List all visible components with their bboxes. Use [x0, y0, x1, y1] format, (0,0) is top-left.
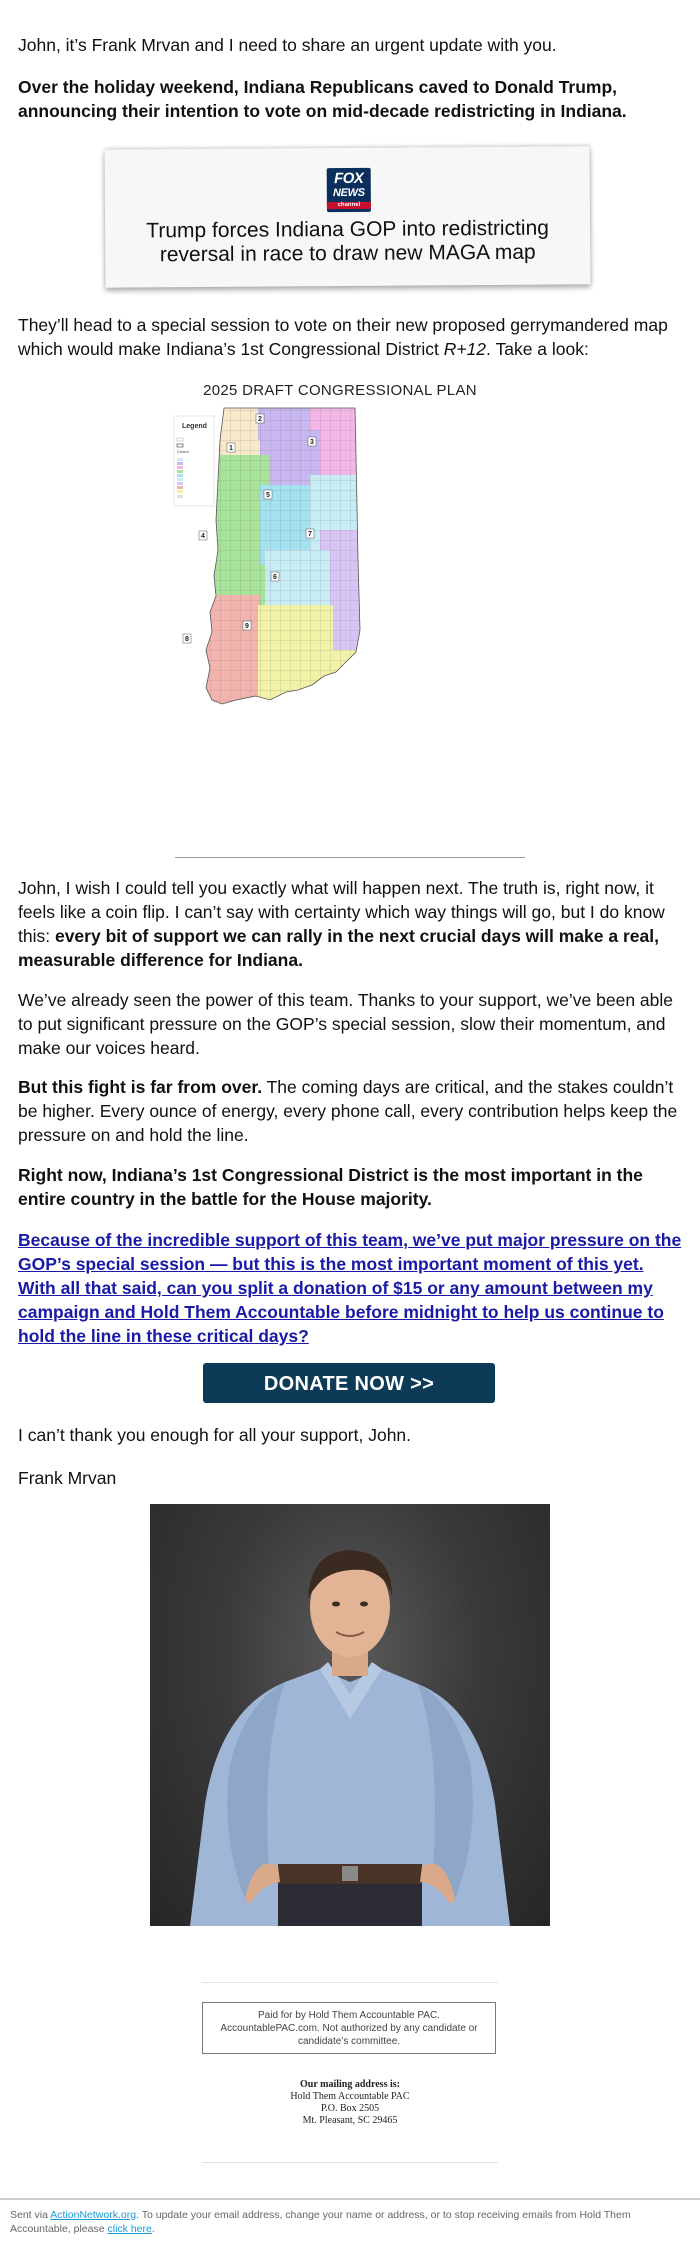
candidate-photo [150, 1504, 550, 1926]
partisan-lean-value: R+12 [443, 339, 487, 359]
donate-now-button[interactable]: DONATE NOW >> [203, 1363, 495, 1403]
p6-text: The coming days are critical, and the stakes couldn’t be higher. Every ounce of energy, every phone call, every contribution helps keep the pressure on and hold the line. [18, 1077, 678, 1145]
p6-bold-text: But this fight is far from over. [18, 1077, 263, 1097]
signature-name: Frank Mrvan [18, 1468, 117, 1488]
divider-top [202, 1982, 498, 1983]
coin-flip-paragraph [18, 876, 682, 972]
district-importance-paragraph: Right now, Indiana’s 1st Congressional District is the most important in the entire country in the battle for the House majority. [18, 1165, 643, 1209]
footer-text [0, 2200, 700, 2236]
map-divider [175, 857, 525, 858]
footer-sent-via: Sent via [10, 2209, 51, 2221]
team-power-paragraph: We’ve already seen the power of this team. Thanks to your support, we’ve been able to put significant pressure on the GOP’s special session, slow their momentum, and make our voices heard. [18, 990, 674, 1058]
mailing-address [200, 2079, 500, 2127]
candidate-photo-illustration [150, 1504, 550, 1926]
fight-paragraph [18, 1075, 682, 1147]
district-label-8: 8 [185, 636, 189, 643]
donation-ask-link[interactable]: Because of the incredible support of this team, we’ve put major pressure on the GOP’s special session — but this is the most important moment of this yet. With all that said, can you split a donation of $15 or any amount between my campaign and Hold Them Accountable before midnight to help us continue to hold the line in these critical days? [18, 1230, 682, 1346]
thanks-text: I can’t thank you enough for all your support, John. [18, 1425, 412, 1445]
unsubscribe-link[interactable]: click here [107, 2223, 152, 2235]
email-footer [0, 2198, 700, 2236]
lead-bold-text: Over the holiday weekend, Indiana Republicans caved to Donald Trump, announcing their intention to vote on mid-decade redistricting in Indiana. [18, 77, 627, 121]
mailing-line-1: Hold Them Accountable PAC [290, 2091, 410, 2102]
p4-text: John, I wish I could tell you exactly what will happen next. The truth is, right now, it feels like a coin flip. I can’t say with certainty which way things will go, but I do know this: [18, 878, 665, 946]
p3-text-start: They’ll head to a special session to vote on their new proposed gerrymandered map which would make Indiana’s 1st Congressional District [18, 315, 668, 359]
mailing-line-2: P.O. Box 2505 [320, 2103, 380, 2114]
fox-news-logo [327, 168, 371, 212]
divider-bottom [202, 2162, 498, 2163]
action-network-link[interactable]: ActionNetwork.org [50, 2209, 137, 2221]
footer-middle: . To update your email address, change your name or address, or to stop receiving emails from Hold Them Accountable, please [10, 2209, 631, 2235]
mailing-heading: Our mailing address is: [300, 2079, 400, 2090]
district-label-5: 5 [266, 492, 270, 499]
greeting-text: John, it’s Frank Mrvan and I need to share an urgent update with you. [18, 35, 557, 55]
logo-text-channel: channel [327, 202, 371, 209]
news-headline-text: Trump forces Indiana GOP into redistricting reversal in race to draw new MAGA map [146, 216, 549, 267]
news-headline-image [105, 146, 591, 287]
district-label-1: 1 [229, 445, 233, 452]
legend-sub: District [177, 449, 190, 454]
footer-end: . [151, 2223, 155, 2235]
district-label-9: 9 [245, 623, 249, 630]
p4-bold-text: every bit of support we can rally in the next crucial days will make a real, measurable difference for Indiana. [18, 926, 659, 970]
p3-text-end: . Take a look: [486, 339, 589, 359]
paid-for-disclaimer: Paid for by Hold Them Accountable PAC. AccountablePAC.com. Not authorized by any candidate or candidate’s committee. [202, 2002, 496, 2054]
indiana-district-map [170, 400, 530, 870]
district-label-6: 6 [273, 574, 277, 581]
district-label-4: 4 [201, 533, 205, 540]
logo-text-news: NEWS [332, 186, 365, 200]
donation-ask-paragraph [18, 1228, 682, 1348]
mailing-line-3: Mt. Pleasant, SC 29465 [302, 2115, 398, 2126]
map-legend [174, 416, 214, 506]
district-label-7: 7 [308, 531, 312, 538]
legend-title: Legend [182, 423, 207, 430]
logo-text-fox: FOX [334, 169, 364, 188]
congressional-map-figure [170, 382, 530, 860]
map-title: 2025 DRAFT CONGRESSIONAL PLAN [203, 382, 477, 399]
special-session-paragraph [18, 313, 682, 361]
district-label-2: 2 [258, 416, 262, 423]
district-label-3: 3 [310, 439, 314, 446]
